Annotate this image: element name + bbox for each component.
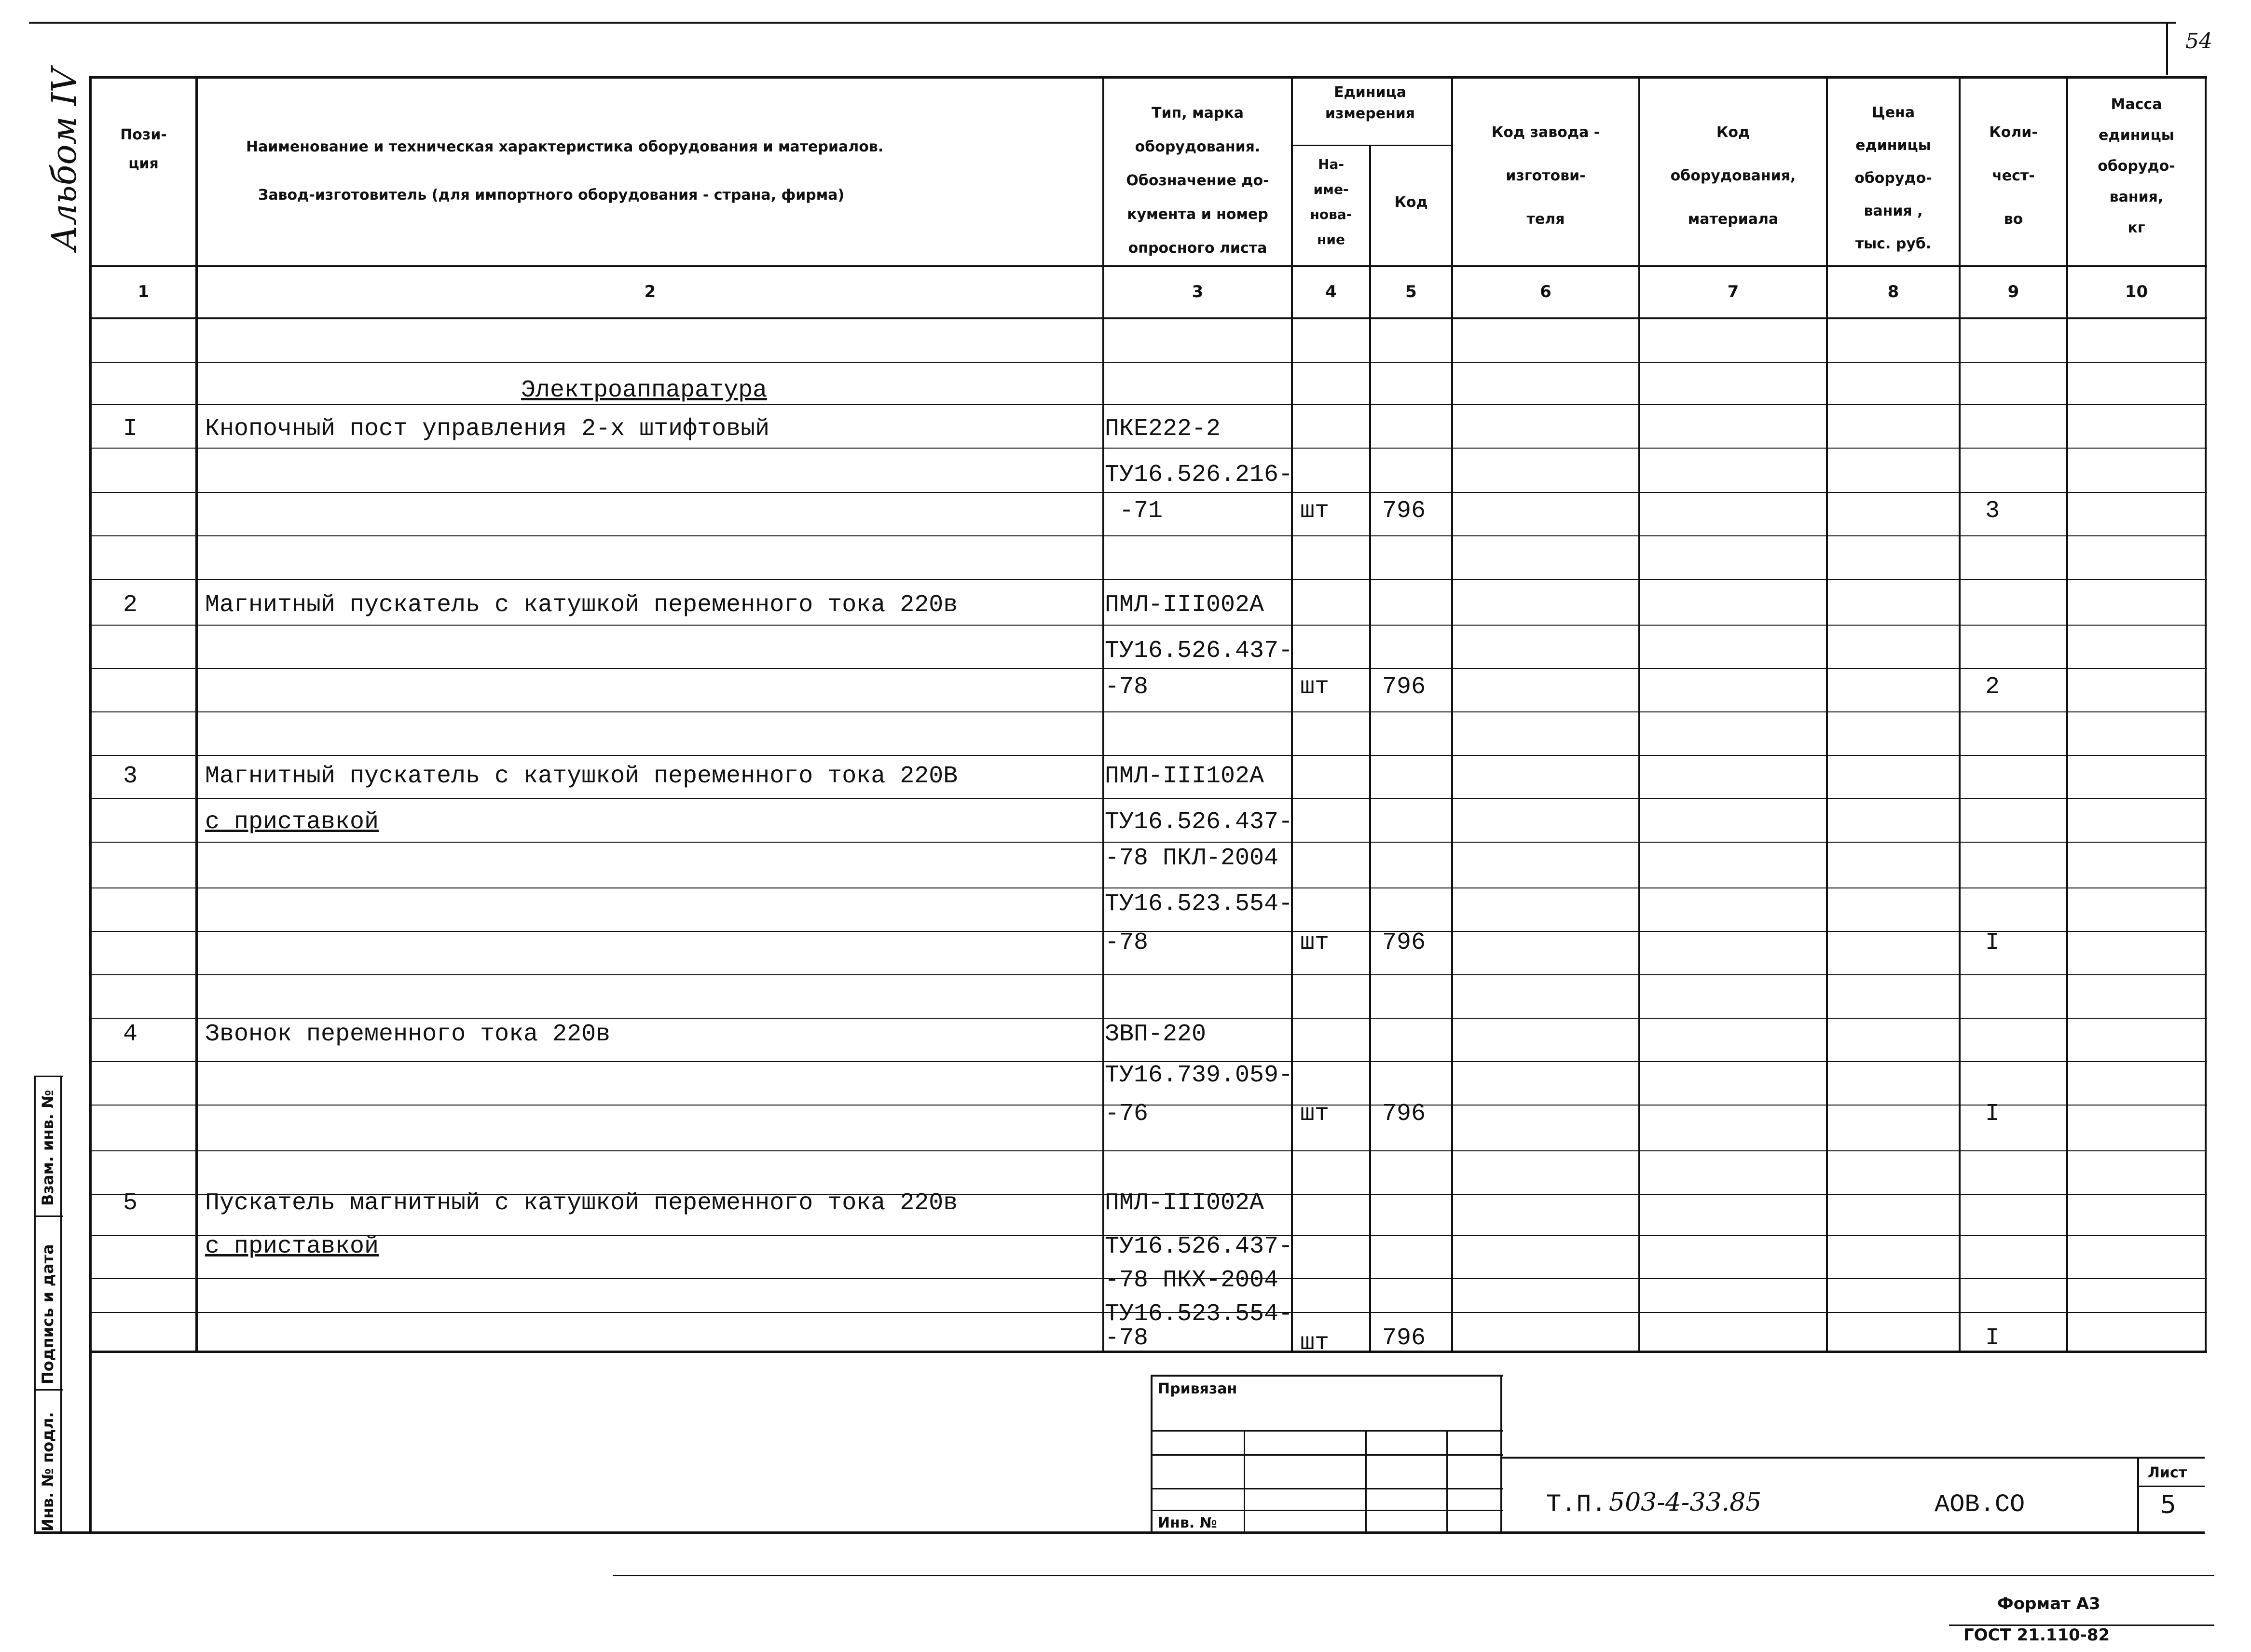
row-code: 796 [1382,929,1426,956]
row-type: ТУ16.526.437- [1105,637,1293,665]
row-code: 796 [1382,673,1426,701]
row-type: ПМЛ-III002А [1105,1189,1264,1217]
row-type: -78 ПКХ-2004 [1105,1267,1279,1294]
row-name: Магнитный пускатель с катушкой переменного тока 220в [205,591,958,619]
row-unit: шт [1300,929,1330,956]
side-label-inv-orig: Инв. № подл. [39,1412,57,1531]
row-type: -76 [1105,1100,1149,1128]
row-position: I [123,415,138,443]
stamp-inv: Инв. № [1158,1515,1217,1531]
col-number: 4 [1325,282,1337,301]
header-col6: Код завода - изготови- теля [1491,124,1600,228]
row-unit: шт [1300,1329,1330,1351]
header-col10: Масса единицы оборудо- вания, кг [2098,96,2175,236]
row-unit: шт [1300,673,1330,701]
side-label-replace-inv: Взам. инв. № [39,1090,57,1206]
row-position: 4 [123,1021,138,1048]
row-type: ТУ16.526.216- [1105,461,1293,489]
header-col1: Пози- ция [120,126,167,172]
row-name: Звонок переменного тока 220в [205,1021,611,1048]
header-unit-group: Единица измерения [1325,84,1415,122]
row-code: 796 [1382,1100,1426,1128]
side-label-signature-date: Подпись и дата [39,1244,57,1384]
row-type: ТУ16.526.437- [1105,808,1293,836]
row-type: -78 [1105,929,1149,956]
col-number: 6 [1540,282,1551,301]
stamp-sheet-label: Лист [2148,1464,2187,1481]
row-code: 796 [1382,1324,1426,1351]
row-type: -71 [1119,497,1163,525]
sheet-number-top: 54 [2185,29,2212,54]
header-col2: Наименование и техническая характеристика оборудования и материалов. Завод-изготовитель (для импортного оборудования - страна, фирма) [246,138,884,204]
col-number: 1 [137,282,150,301]
header-col5: Код [1394,194,1428,211]
row-type: ЗВП-220 [1105,1021,1207,1048]
header-col7: Код оборудования, материала [1670,124,1796,228]
col-number: 10 [2125,282,2148,301]
col-number: 5 [1405,282,1417,301]
row-position: 3 [123,763,138,790]
row-qty: 3 [1985,497,2000,525]
row-name: с приставкой [205,1233,379,1260]
stamp-mark: АОВ.СО [1935,1490,2025,1519]
row-unit: шт [1300,497,1330,525]
format-label: Формат А3 [1997,1594,2100,1613]
row-type: -78 ПКЛ-2004 [1105,845,1279,872]
row-type: -78 [1105,673,1149,701]
row-type: ПКЕ222-2 [1105,415,1221,443]
row-type: -78 [1105,1324,1149,1351]
header-col9: Коли- чест- во [1989,124,2038,228]
row-name: Магнитный пускатель с катушкой переменного тока 220В [205,763,958,790]
album-label: Альбом IV [44,68,84,251]
row-unit: шт [1300,1100,1330,1128]
stamp-doc-number: 503-4-33.85 [1609,1488,1762,1517]
section-title: Электроаппаратура [521,377,768,404]
row-type: ПМЛ-III102А [1105,763,1264,790]
stamp-doc-prefix: Т.П. [1546,1490,1606,1519]
col-number: 3 [1192,282,1204,301]
standard-label: ГОСТ 21.110-82 [1963,1625,2110,1645]
row-name: с приставкой [205,808,379,836]
row-type: ПМЛ-III002А [1105,591,1264,619]
row-type: ТУ16.523.554- [1105,890,1293,918]
row-name: Пускатель магнитный с катушкой переменного тока 220в [205,1189,958,1217]
row-qty: I [1985,1324,2000,1351]
stamp-linked: Привязан [1158,1380,1237,1397]
row-type: ТУ16.739.059- [1105,1062,1293,1089]
row-type: ТУ16.523.554- [1105,1300,1293,1328]
col-number: 8 [1887,282,1899,301]
row-name: Кнопочный пост управления 2-х штифтовый [205,415,770,443]
stamp-sheet-number: 5 [2160,1490,2177,1519]
row-code: 796 [1382,497,1426,525]
col-number: 9 [2007,282,2019,301]
row-qty: I [1985,929,2000,956]
header-col4: На- име- нова- ние [1310,156,1352,247]
col-number: 7 [1727,282,1739,301]
header-col3: Тип, марка оборудования. Обозначение до- кумента и номер опросного листа [1126,105,1269,257]
header-col8: Цена единицы оборудо- вания , тыс. руб. [1854,104,1932,252]
row-position: 2 [123,591,138,619]
row-position: 5 [123,1189,138,1217]
col-number: 2 [644,282,656,301]
row-type: ТУ16.526.437- [1105,1233,1293,1260]
row-qty: 2 [1985,673,2000,701]
row-qty: I [1985,1100,2000,1128]
